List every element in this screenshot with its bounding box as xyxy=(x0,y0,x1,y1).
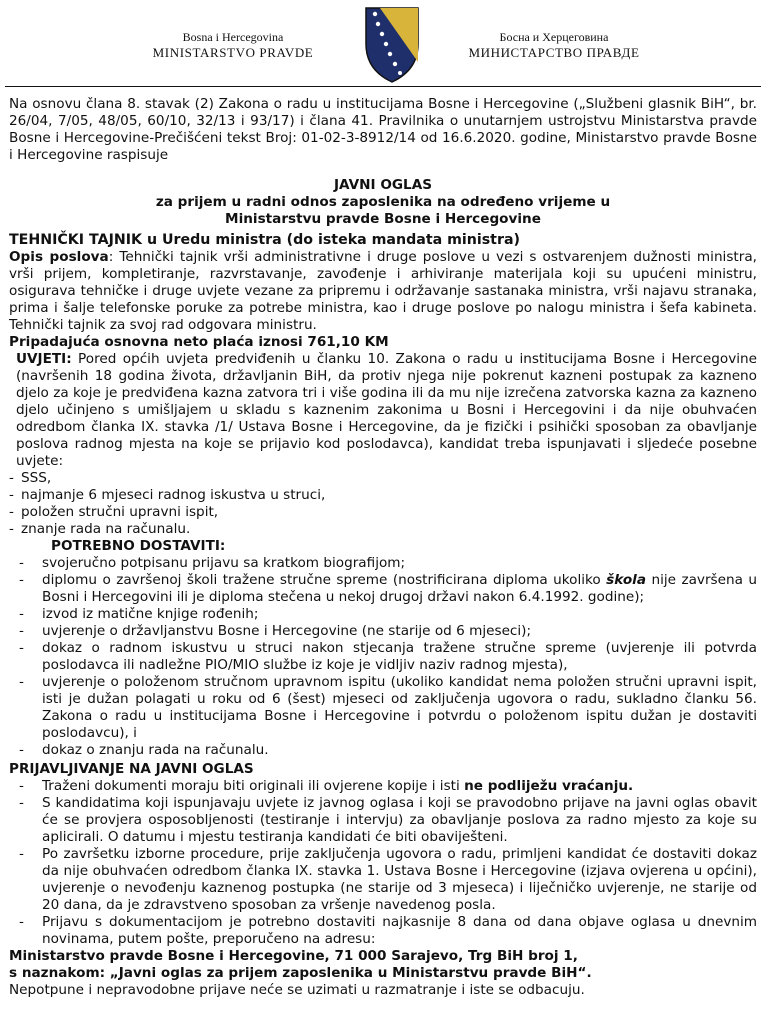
coat-of-arms-icon xyxy=(362,4,422,84)
conditions-label: UVJETI: xyxy=(16,351,72,367)
documents-list xyxy=(9,555,757,759)
list-item xyxy=(9,778,757,795)
masthead-country-latin: Bosna i Hercegovina xyxy=(182,30,284,44)
application-heading: PRIJAVLJIVANJE NA JAVNI OGLAS xyxy=(9,761,254,777)
document-diploma-text-end: nije završena u Bosni i Hercegovini ili je diploma stečena u nekoj drugoj državi nakon 6.4.1992. godine); xyxy=(42,572,757,605)
conditions-text: Pored općih uvjeta predviđenih u članku 10. Zakona o radu u institucijama Bosne i Hercegovine (navršenih 18 godina života, državljanin BiH, da protiv njega nije pokrenut kazneni postupak za kazneno djelo za koje je predviđena kazna zatvora tri i više godina ili da mu nije izrečena zatvorska kazna za kazneno djelo učinjeno s umišljajem u skladu s kaznenim zakonima u Bosni i Hercegovini i da nije obuhvaćen odredbom članka IX. stavka /1/ Ustava Bosne i Hercegovine, da je fizički i psihički sposoban za obavljanje poslova radnog mjesta na koje se prijavio kod poslodavca), kandidat treba ispunjavati i sljedeće posebne uvjete: xyxy=(16,351,757,469)
list-item: - Po završetku izborne procedure, prije zaključenja ugovora o radu, primljeni kandidat će dostaviti dokaz da nije obuhvaćen odredbom članka IX. stavka 1. Ustava Bosne i Hercegovine (izjava ovjerena u općini), uvjerenje o nevođenju kaznenog postupka (ne starije od 3 mjeseca) i liječničko uvjerenje, ne starije od 20 dana, da je zdravstveno sposoban za vršenje navedenog posla. xyxy=(9,846,757,914)
notice-title: JAVNI OGLAS xyxy=(333,177,433,193)
document-diploma-text: diplomu o završenoj školi tražene stručne spreme (nostrificirana diploma ukoliko xyxy=(42,572,607,588)
notice-subtitle-line1: za prijem u radni odnos zaposlenika na određeno vrijeme u xyxy=(155,194,611,210)
notice-subtitle-line2: Ministarstvu pravde Bosne i Hercegovine xyxy=(225,211,541,227)
list-item: - Prijavu s dokumentacijom je potrebno dostaviti najkasnije 8 dana od dana objave oglasa u dnevnim novinama, putem pošte, preporučeno na adresu: xyxy=(9,914,757,948)
list-item: - dokaz o radnom iskustvu u struci nakon stjecanja tražene stručne spreme (uvjerenje ili potvrda poslodavca ili nadležne PIO/MIO službe iz koje je vidljiv naziv radnog mjesta), xyxy=(9,640,757,674)
list-item: - položen stručni upravni ispit, xyxy=(9,504,757,521)
application-originals-text: Traženi dokumenti moraju biti originali ili ovjerene kopije i isti xyxy=(42,778,465,794)
intro-paragraph: Na osnovu člana 8. stavak (2) Zakona o radu u institucijama Bosne i Hercegovine („Službeni glasnik BiH“, br. 26/04, 7/05, 48/05, 60/10, 32/13 i 93/17) i člana 41. Pravilnika o unutarnjem ustrojstvu Ministarstva pravde Bosne i Hercegovine-Prečišćeni tekst Broj: 01-02-3-8912/14 od 16.6.2020. godine, Ministarstvo pravde Bosne i Hercegovine raspisuje xyxy=(9,96,757,163)
masthead-country-cyrillic: Босна и Херцеговина xyxy=(499,30,609,44)
list-item xyxy=(9,572,757,606)
document-diploma-emphasis: škola xyxy=(606,572,646,588)
list-item: - S kandidatima koji ispunjavaju uvjete iz javnog oglasa i koji se pravodobno prijave na javni oglas obavit će se provjera osposobljenosti (testiranje i intervju) za obavljanje poslova za radno mjesto za koje su aplicirali. O datumu i mjestu testiranja kandidati će biti obaviješteni. xyxy=(9,795,757,846)
masthead-ministry-latin: MINISTARSTVO PRAVDE xyxy=(152,45,314,60)
application-list xyxy=(9,778,757,948)
list-item: - izvod iz matične knjige rođenih; xyxy=(9,606,757,623)
conditions-paragraph xyxy=(9,351,757,470)
masthead-right xyxy=(459,30,649,61)
masthead-left xyxy=(138,30,328,61)
documents-heading: POTREBNO DOSTAVITI: xyxy=(51,538,226,554)
special-conditions-list xyxy=(9,470,757,538)
mailing-address: Ministarstvo pravde Bosne i Hercegovine, 71 000 Sarajevo, Trg BiH broj 1, xyxy=(9,948,578,964)
list-item: - dokaz o znanju rada na računalu. xyxy=(9,742,757,759)
closing-note: Nepotpune i nepravodobne prijave neće se uzimati u razmatranje i iste se odbacuju. xyxy=(9,982,585,998)
application-originals-emphasis: ne podliježu vraćanju. xyxy=(464,778,634,794)
envelope-note: s naznakom: „Javni oglas za prijem zaposlenika u Ministarstvu pravde BiH“. xyxy=(9,965,592,981)
list-item: - znanje rada na računalu. xyxy=(9,521,757,538)
masthead-divider xyxy=(5,86,761,87)
list-item: - uvjerenje o položenom stručnom upravnom ispitu (ukoliko kandidat nema položen stručni upravni ispit, isti je dužan polagati u roku od 6 (šest) mjeseci od zaključenja ugovora o radu, sukladno članku 56. Zakona o radu u institucijama Bosne i Hercegovine i potvrdu o položenom ispitu dužan je dostaviti poslodavcu), i xyxy=(9,674,757,742)
position-title: TEHNIČKI TAJNIK u Uredu ministra (do isteka mandata ministra) xyxy=(9,232,521,248)
list-item: - svojeručno potpisanu prijavu sa kratkom biografijom; xyxy=(9,555,757,572)
job-description xyxy=(9,249,757,334)
list-item: - SSS, xyxy=(9,470,757,487)
job-description-label: Opis poslova xyxy=(9,249,109,265)
list-item: - najmanje 6 mjeseci radnog iskustva u struci, xyxy=(9,487,757,504)
list-item: - uvjerenje o državljanstvu Bosne i Hercegovine (ne starije od 6 mjeseci); xyxy=(9,623,757,640)
masthead xyxy=(9,0,757,86)
job-description-text: : Tehnički tajnik vrši administrativne i druge poslove u vezi s ostvarenjem dužnosti ministra, vrši prijem, kompletiranje, razvrstavanje, zavođenje i arhiviranje materijala koji su upućeni ministru, osigurava tehničke i druge uvjete vezane za pripremu i održavanje sastanaka ministra, vrši najavu stranaka, prima i šalje telefonske poruke za potrebe ministra, kao i druge poslove po nalogu ministra i šefa kabineta. Tehnički tajnik za svoj rad odgovara ministru. xyxy=(9,249,757,333)
salary-line: Pripadajuća osnovna neto plaća iznosi 761,10 KM xyxy=(9,334,389,350)
masthead-ministry-cyrillic: МИНИСТАРСТВО ПРАВДЕ xyxy=(468,45,640,60)
